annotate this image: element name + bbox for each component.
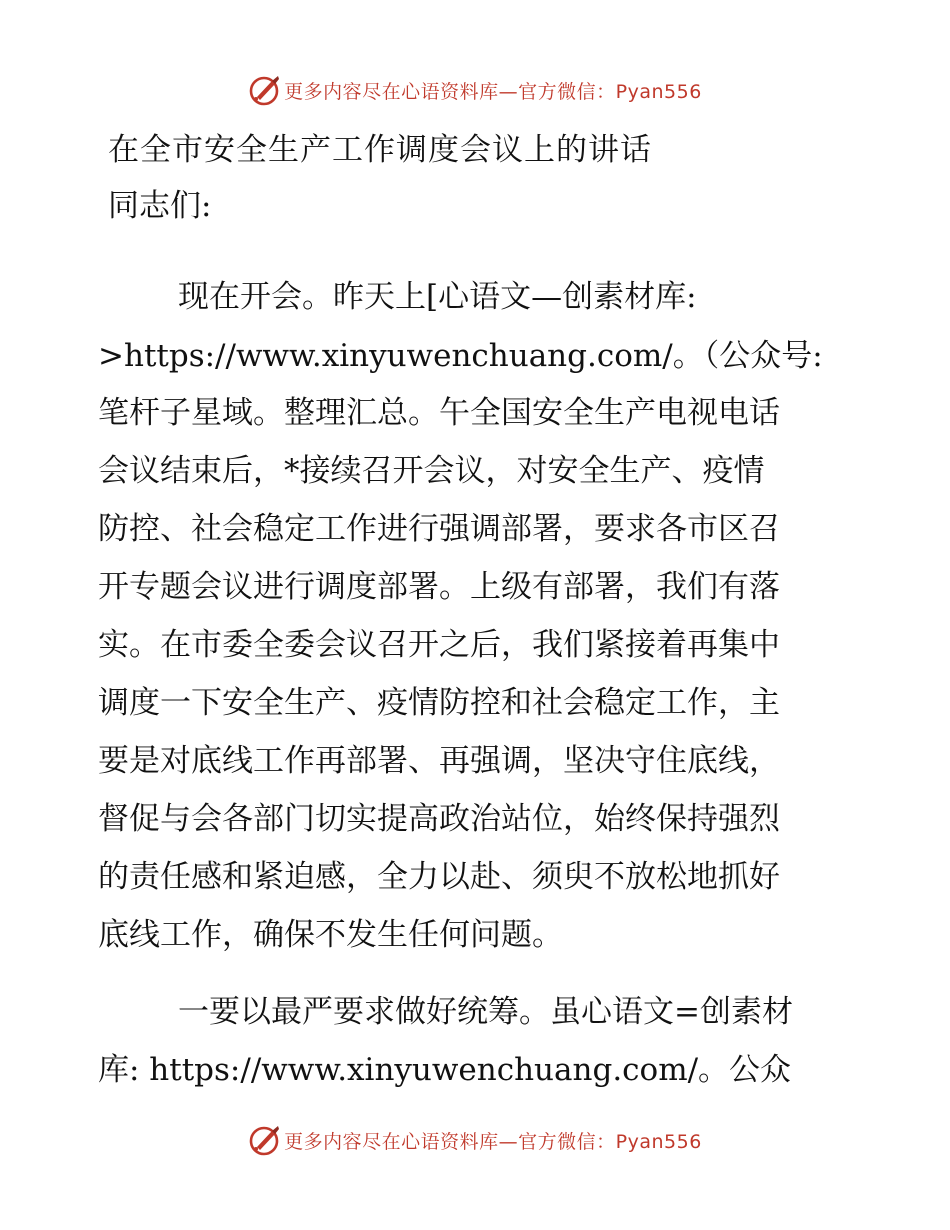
- quill-pen-logo-icon: [248, 73, 282, 107]
- paragraph-line: 调度一下安全生产、疫情防控和社会稳定工作，主: [98, 685, 780, 721]
- paragraph-line: 一要以最严要求做好统筹。虽心语文=创素材: [178, 994, 793, 1030]
- paragraph-line: 防控、社会稳定工作进行强调部署，要求各市区召: [98, 511, 780, 547]
- salutation: 同志们:: [108, 188, 212, 224]
- paragraph-line: 底线工作，确保不发生任何问题。: [98, 917, 563, 953]
- document-title: 在全市安全生产工作调度会议上的讲话: [108, 132, 652, 168]
- banner-text: 更多内容尽在心语资料库—官方微信：Pyan556: [284, 1130, 702, 1153]
- paragraph-line: 实。在市委全委会议召开之后，我们紧接着再集中: [98, 627, 780, 663]
- paragraph-line: 开专题会议进行调度部署。上级有部署，我们有落: [98, 569, 780, 605]
- header-banner: [0, 68, 950, 112]
- footer-banner: [0, 1118, 950, 1162]
- quill-pen-logo-icon: [248, 1123, 282, 1157]
- paragraph-line: >https://www.xinyuwenchuang.com/。（公众号:: [98, 338, 823, 374]
- paragraph-line: 笔杆子星域。整理汇总。午全国安全生产电视电话: [98, 395, 780, 431]
- paragraph-line: 的责任感和紧迫感，全力以赴、须臾不放松地抓好: [98, 859, 780, 895]
- paragraph-line: 会议结束后，*接续召开会议，对安全生产、疫情: [98, 453, 765, 489]
- paragraph-line: 要是对底线工作再部署、再强调，坚决守住底线，: [98, 743, 780, 779]
- paragraph-line: 现在开会。昨天上[心语文—创素材库:: [178, 279, 697, 315]
- paragraph-line: 库: https://www.xinyuwenchuang.com/。公众: [98, 1052, 792, 1088]
- banner-text: 更多内容尽在心语资料库—官方微信：Pyan556: [284, 80, 702, 103]
- paragraph-line: 督促与会各部门切实提高政治站位，始终保持强烈: [98, 801, 780, 837]
